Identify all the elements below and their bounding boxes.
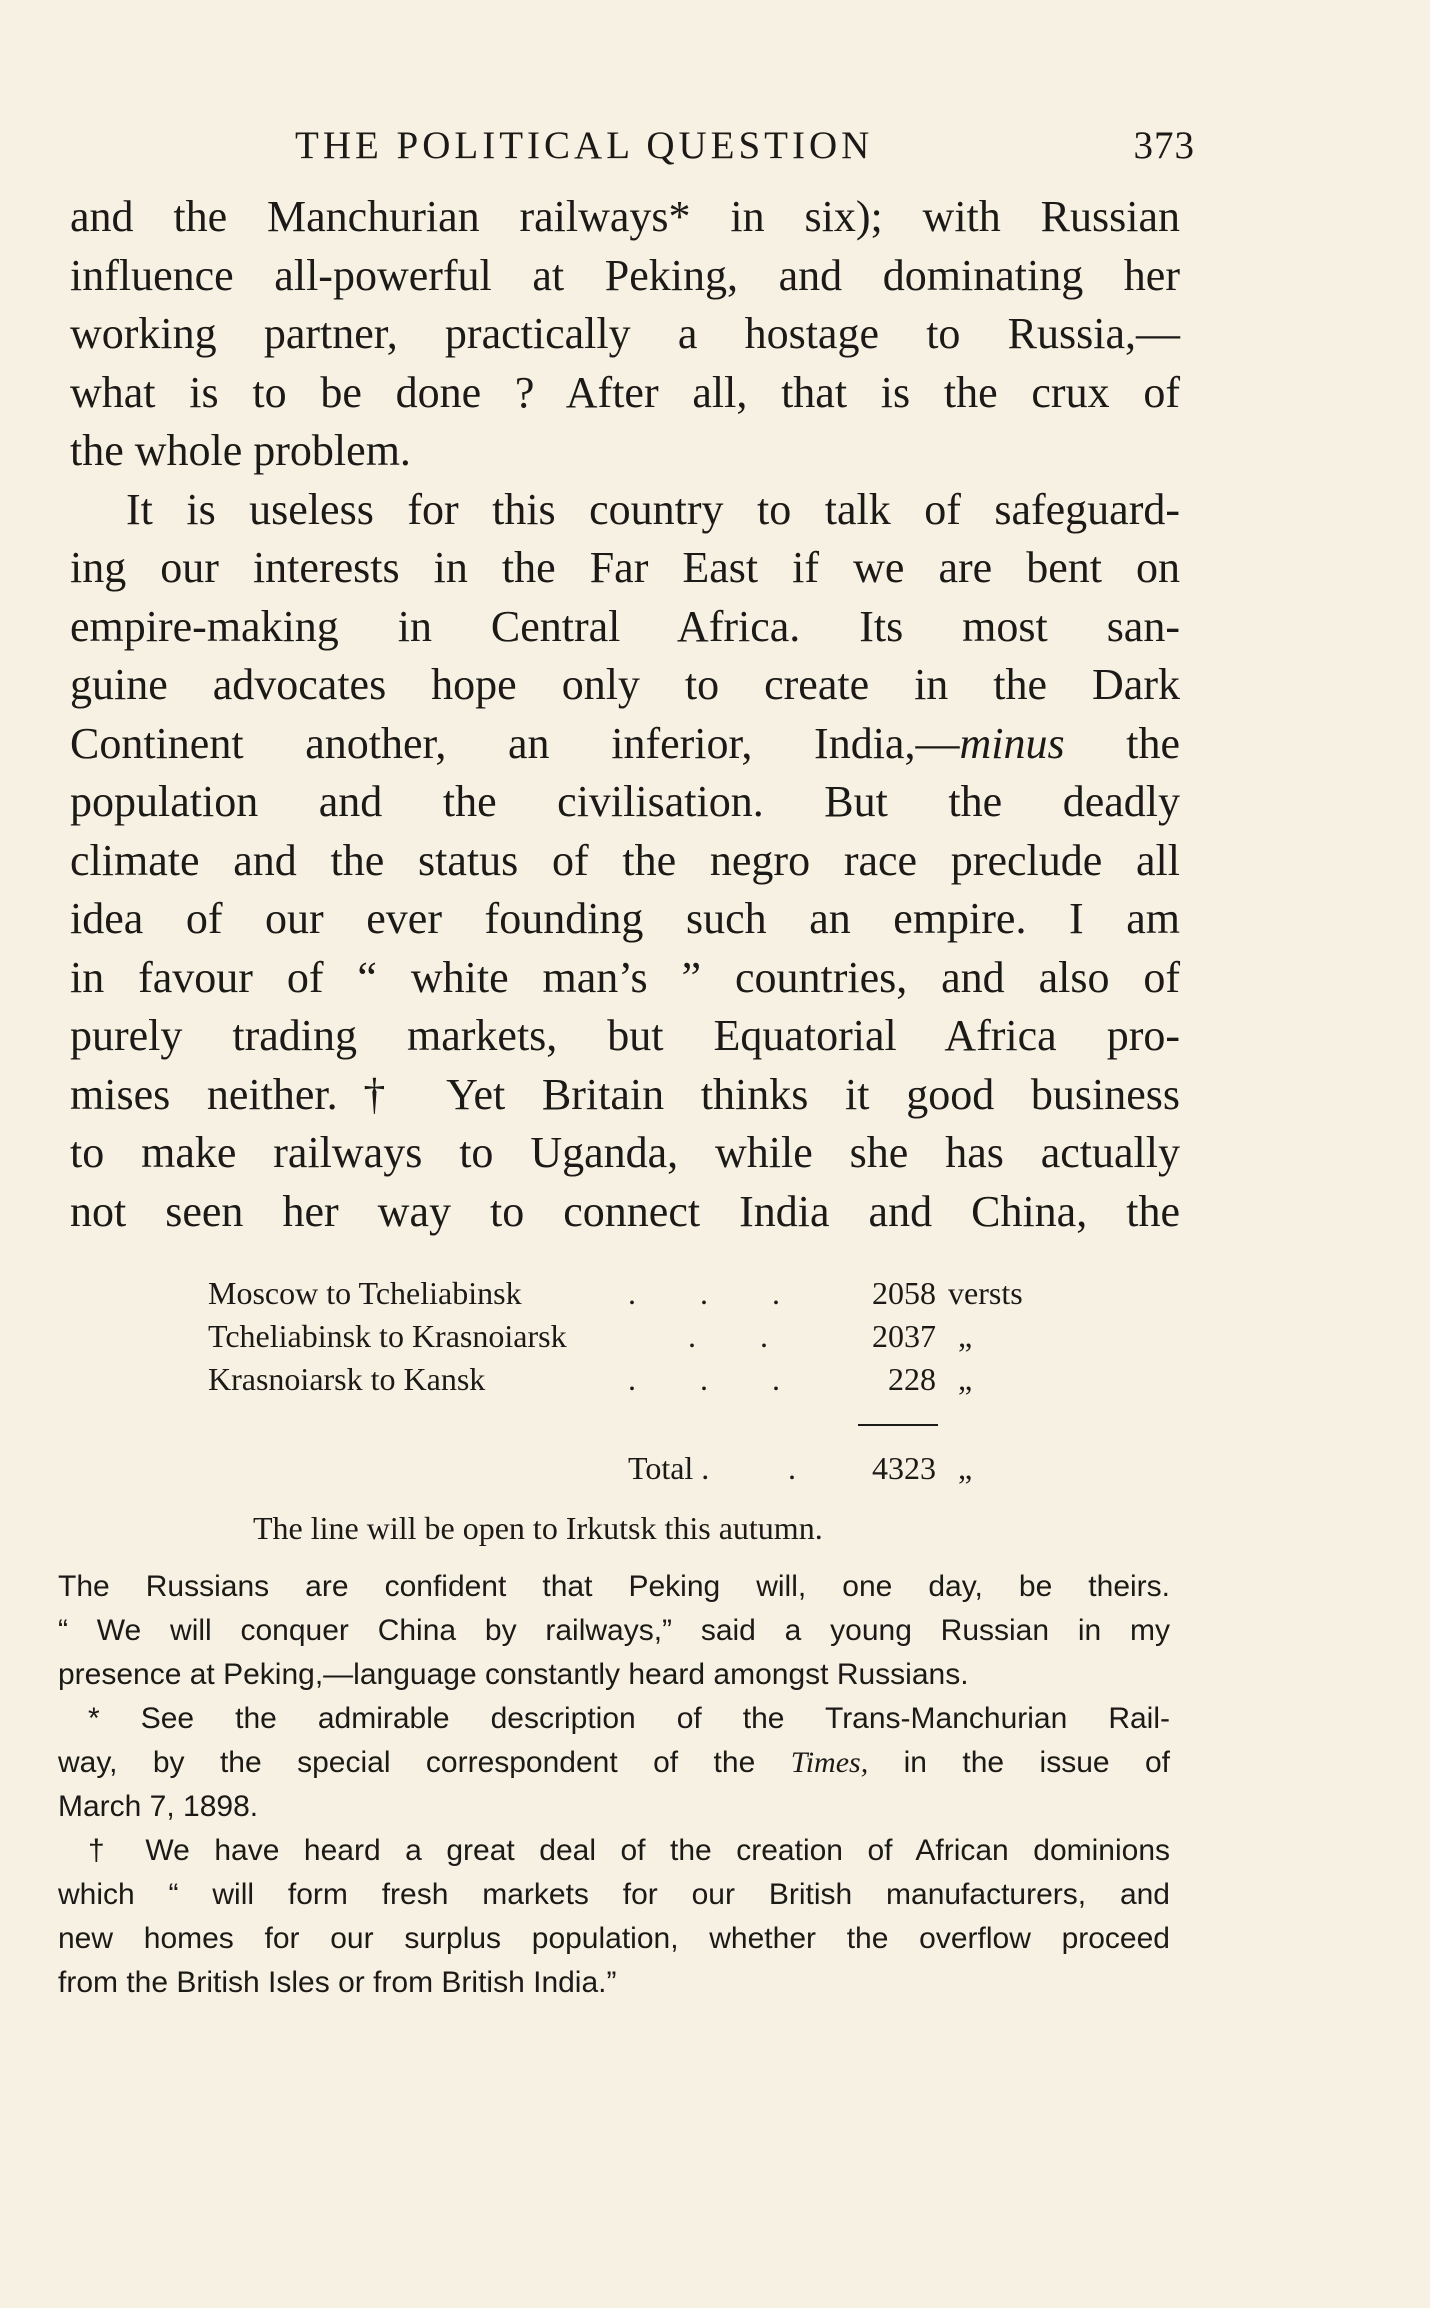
footnote-line: * See the admirable description of the Trans-Manchurian Rail- [88,1702,1170,1735]
body-line: guine advocates hope only to create in the Dark [70,660,1180,709]
page-number: 373 [1133,124,1195,167]
ditto-mark: „ [958,1318,973,1354]
footnote-line: which “ will form fresh markets for our British manufacturers, and [58,1878,1170,1911]
footnote-text-after: in the issue of [868,1746,1170,1779]
body-line: not seen her way to connect India and China, the [70,1186,1180,1236]
body-line: working partner, practically a hostage to Russia,— [70,309,1180,358]
footnote-line: “ We will conquer China by railways,” said a young Russian in my [58,1614,1170,1647]
italic-title: Times, [790,1746,869,1779]
body-line: and the Manchurian railways* in six); with Russian [70,192,1180,241]
body-line: climate and the status of the negro race preclude all [70,835,1180,885]
body-line-with-italic [70,715,1180,774]
body-line: in favour of “ white man’s ” countries, and also of [70,952,1180,1002]
footnote-line: † We have heard a great deal of the creation of African dominions [88,1834,1170,1867]
italic-word: minus [959,718,1065,768]
footnote-text: way, by the special correspondent of the [58,1746,756,1779]
body-text [70,188,1180,1241]
body-line: population and the civilisation. But the deadly [70,777,1180,826]
sum-rule [858,1424,938,1426]
footnote-line: March 7, 1898. [58,1790,259,1823]
table-row [208,1315,1108,1358]
segment-label: Moscow to Tcheliabinsk [208,1275,522,1311]
footnote-line: new homes for our surplus population, whether the overflow proceed [58,1922,1170,1955]
body-line-text: Continent another, an inferior, India,— [70,718,960,768]
body-line: the whole problem. [70,426,411,475]
table-row [208,1358,1108,1401]
table-note: The line will be open to Irkutsk this autumn. [253,1510,823,1546]
body-line: empire-making in Central Africa. Its most san- [70,601,1180,651]
distance-unit: versts [948,1275,1023,1311]
leader-dots: . . . [628,1361,808,1397]
segment-label: Tcheliabinsk to Krasnoiarsk [208,1318,567,1354]
body-line: to make railways to Uganda, while she has actually [70,1128,1180,1177]
running-head [295,118,1195,174]
distance-value: 2058 [872,1275,936,1311]
body-line: influence all-powerful at Peking, and dominating her [70,250,1180,300]
body-line-paragraph-start: It is useless for this country to talk of safeguard- [126,484,1180,534]
body-line: purely trading markets, but Equatorial Africa pro- [70,1011,1180,1060]
body-line-text-after: the [1064,718,1180,768]
leader-dots: . . . [628,1275,808,1311]
total-label: Total . [628,1450,710,1486]
distance-value: 2037 [872,1318,936,1354]
body-line: idea of our ever founding such an empire. I am [70,894,1180,943]
body-line: what is to be done ? After all, that is the crux of [70,367,1180,417]
footnotes [58,1565,1170,2005]
footnote-line: presence at Peking,—language constantly heard amongst Russians. [58,1658,969,1691]
total-row [208,1444,1108,1492]
distance-value: 228 [888,1361,936,1397]
footnote-line: from the British Isles or from British India.” [58,1966,617,1999]
chapter-title: THE POLITICAL QUESTION [295,124,874,167]
segment-label: Krasnoiarsk to Kansk [208,1361,486,1397]
total-value: 4323 [872,1450,936,1486]
leader-dots: . [788,1450,796,1486]
leader-dots: . . [688,1318,796,1354]
ditto-mark: „ [958,1450,973,1486]
distance-table [208,1272,1108,1546]
ditto-mark: „ [958,1361,973,1397]
body-line: mises neither.† Yet Britain thinks it good business [70,1069,1180,1119]
footnote-line-with-italic [58,1741,1170,1785]
body-line: ing our interests in the Far East if we are bent on [70,543,1180,592]
footnote-line: The Russians are confident that Peking will, one day, be theirs. [58,1570,1170,1603]
table-row [208,1272,1108,1315]
